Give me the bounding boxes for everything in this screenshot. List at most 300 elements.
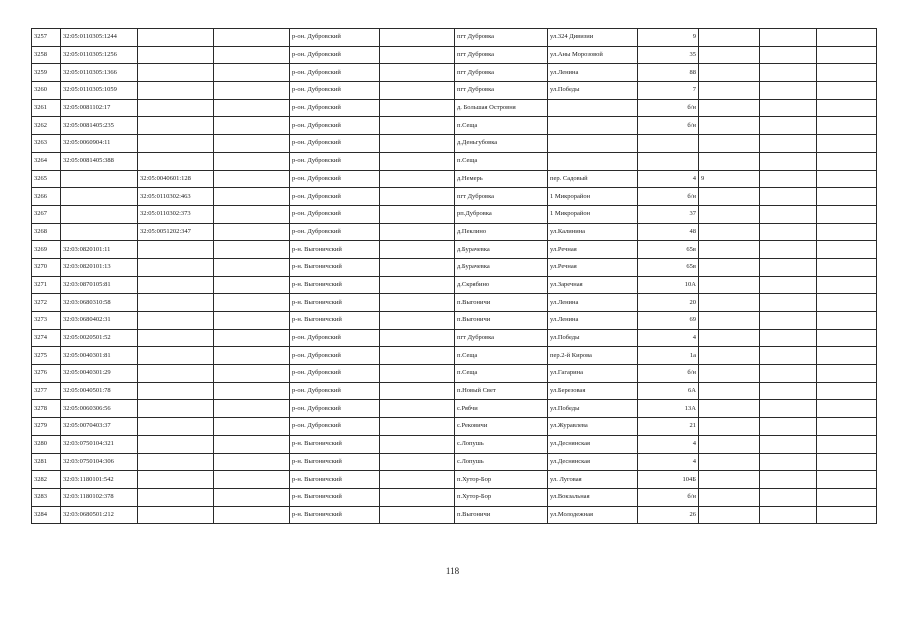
table-row (32, 46, 877, 64)
district-cell: р-он. Дубровский (290, 135, 380, 153)
cadastral-number-alt-cell (138, 382, 214, 400)
house-number-cell: 21 (638, 418, 699, 436)
empty-cell (760, 241, 817, 259)
street-cell: ул.Аны Морозовой (548, 46, 638, 64)
row-number-cell: 3270 (32, 258, 61, 276)
row-number-cell: 3278 (32, 400, 61, 418)
empty-cell (760, 170, 817, 188)
row-number-cell: 3267 (32, 205, 61, 223)
locality-cell: д.Скрябино (455, 276, 548, 294)
empty-cell (817, 400, 877, 418)
table-row (32, 418, 877, 436)
building-cell (699, 99, 760, 117)
empty-cell (817, 170, 877, 188)
empty-cell (380, 347, 455, 365)
house-number-cell: 35 (638, 46, 699, 64)
empty-cell (380, 135, 455, 153)
empty-cell (817, 382, 877, 400)
locality-cell: пгт Дубровка (455, 29, 548, 47)
table-row (32, 400, 877, 418)
street-cell: ул.Деснянская (548, 435, 638, 453)
table-row (32, 453, 877, 471)
cadastral-number-alt-cell (138, 435, 214, 453)
empty-cell (380, 506, 455, 524)
house-number-cell: 1а (638, 347, 699, 365)
building-cell (699, 117, 760, 135)
empty-cell (817, 29, 877, 47)
locality-cell: с.Лопушь (455, 435, 548, 453)
locality-cell: п.Сеща (455, 365, 548, 383)
empty-cell (760, 506, 817, 524)
table-row (32, 329, 877, 347)
cadastral-number-alt-cell (138, 29, 214, 47)
empty-cell (380, 188, 455, 206)
row-number-cell: 3282 (32, 471, 61, 489)
house-number-cell: 69 (638, 312, 699, 330)
registry-table (31, 28, 877, 524)
street-cell: ул.Ленина (548, 294, 638, 312)
street-cell: ул.Речная (548, 241, 638, 259)
empty-cell (380, 365, 455, 383)
empty-cell (760, 435, 817, 453)
empty-cell (214, 205, 290, 223)
building-cell (699, 329, 760, 347)
locality-cell: п.Выгоничи (455, 294, 548, 312)
cadastral-number-alt-cell (138, 329, 214, 347)
empty-cell (380, 64, 455, 82)
table-row (32, 365, 877, 383)
empty-cell (380, 488, 455, 506)
locality-cell: пгт Дубровка (455, 329, 548, 347)
building-cell (699, 418, 760, 436)
row-number-cell: 3262 (32, 117, 61, 135)
empty-cell (214, 241, 290, 259)
street-cell (548, 152, 638, 170)
table-row (32, 188, 877, 206)
empty-cell (817, 205, 877, 223)
locality-cell: с.Рековичи (455, 418, 548, 436)
empty-cell (817, 329, 877, 347)
district-cell: р-н. Выгоничский (290, 453, 380, 471)
house-number-cell: 9 (638, 29, 699, 47)
cadastral-number-alt-cell (138, 294, 214, 312)
street-cell: ул.Гагарина (548, 365, 638, 383)
street-cell: ул.Деснянская (548, 453, 638, 471)
locality-cell: с.Рябчи (455, 400, 548, 418)
table-row (32, 435, 877, 453)
empty-cell (214, 488, 290, 506)
cadastral-number-alt-cell (138, 453, 214, 471)
cadastral-number-alt-cell (138, 64, 214, 82)
empty-cell (817, 471, 877, 489)
locality-cell: п.Сеща (455, 347, 548, 365)
table-row (32, 82, 877, 100)
table-row (32, 223, 877, 241)
table-row (32, 347, 877, 365)
cadastral-number-alt-cell (138, 418, 214, 436)
street-cell: ул.Молодежная (548, 506, 638, 524)
row-number-cell: 3259 (32, 64, 61, 82)
table-row (32, 276, 877, 294)
building-cell (699, 382, 760, 400)
cadastral-number-cell: 32:05:0110305:1256 (61, 46, 138, 64)
building-cell (699, 294, 760, 312)
cadastral-number-alt-cell: 32:05:0040601:128 (138, 170, 214, 188)
house-number-cell: 4 (638, 435, 699, 453)
locality-cell: пгт Дубровка (455, 46, 548, 64)
building-cell (699, 365, 760, 383)
empty-cell (380, 82, 455, 100)
empty-cell (817, 64, 877, 82)
cadastral-number-alt-cell (138, 82, 214, 100)
street-cell (548, 117, 638, 135)
building-cell (699, 258, 760, 276)
table-row (32, 205, 877, 223)
locality-cell: п.Новый Свет (455, 382, 548, 400)
street-cell: ул.324 Дивизии (548, 29, 638, 47)
cadastral-number-cell: 32:05:0110305:1366 (61, 64, 138, 82)
cadastral-number-alt-cell (138, 46, 214, 64)
building-cell (699, 205, 760, 223)
cadastral-number-cell (61, 205, 138, 223)
house-number-cell: 37 (638, 205, 699, 223)
empty-cell (817, 418, 877, 436)
table-row (32, 258, 877, 276)
empty-cell (760, 223, 817, 241)
locality-cell: п.Хутор-Бор (455, 488, 548, 506)
street-cell: ул. Луговая (548, 471, 638, 489)
table-row (32, 241, 877, 259)
empty-cell (380, 418, 455, 436)
district-cell: р-н. Выгоничский (290, 241, 380, 259)
table-row (32, 294, 877, 312)
cadastral-number-cell (61, 170, 138, 188)
house-number-cell: 10А (638, 276, 699, 294)
street-cell: ул.Заречная (548, 276, 638, 294)
house-number-cell: 4 (638, 453, 699, 471)
cadastral-number-cell: 32:03:0820101:13 (61, 258, 138, 276)
empty-cell (760, 135, 817, 153)
cadastral-number-cell: 32:05:0081405:235 (61, 117, 138, 135)
district-cell: р-он. Дубровский (290, 365, 380, 383)
row-number-cell: 3258 (32, 46, 61, 64)
cadastral-number-cell: 32:03:0750104:321 (61, 435, 138, 453)
empty-cell (760, 347, 817, 365)
cadastral-number-alt-cell (138, 117, 214, 135)
building-cell (699, 471, 760, 489)
empty-cell (214, 382, 290, 400)
cadastral-number-cell: 32:05:0070403:37 (61, 418, 138, 436)
district-cell: р-он. Дубровский (290, 99, 380, 117)
building-cell (699, 64, 760, 82)
house-number-cell: 26 (638, 506, 699, 524)
cadastral-number-alt-cell (138, 99, 214, 117)
empty-cell (817, 453, 877, 471)
cadastral-number-alt-cell (138, 241, 214, 259)
locality-cell: д.Бурачевка (455, 241, 548, 259)
empty-cell (817, 117, 877, 135)
cadastral-number-alt-cell: 32:05:0051202:347 (138, 223, 214, 241)
cadastral-number-cell: 32:03:1180101:542 (61, 471, 138, 489)
empty-cell (380, 471, 455, 489)
table-row (32, 99, 877, 117)
cadastral-number-alt-cell (138, 365, 214, 383)
cadastral-number-alt-cell (138, 135, 214, 153)
street-cell: ул.Победы (548, 329, 638, 347)
empty-cell (760, 488, 817, 506)
street-cell: ул.Журавлева (548, 418, 638, 436)
table-row (32, 312, 877, 330)
empty-cell (214, 400, 290, 418)
row-number-cell: 3275 (32, 347, 61, 365)
empty-cell (214, 294, 290, 312)
empty-cell (214, 471, 290, 489)
locality-cell: пгт Дубровка (455, 188, 548, 206)
empty-cell (817, 241, 877, 259)
cadastral-number-alt-cell (138, 276, 214, 294)
locality-cell: п.Сеща (455, 117, 548, 135)
empty-cell (214, 46, 290, 64)
locality-cell: д.Немерь (455, 170, 548, 188)
empty-cell (760, 99, 817, 117)
house-number-cell: б/н (638, 99, 699, 117)
empty-cell (214, 453, 290, 471)
empty-cell (214, 276, 290, 294)
empty-cell (760, 46, 817, 64)
house-number-cell: б/н (638, 188, 699, 206)
empty-cell (817, 488, 877, 506)
street-cell: пер.2-й Кирова (548, 347, 638, 365)
empty-cell (214, 64, 290, 82)
empty-cell (760, 294, 817, 312)
district-cell: р-он. Дубровский (290, 347, 380, 365)
district-cell: р-он. Дубровский (290, 382, 380, 400)
empty-cell (817, 223, 877, 241)
street-cell: ул.Калинина (548, 223, 638, 241)
row-number-cell: 3276 (32, 365, 61, 383)
cadastral-number-cell (61, 223, 138, 241)
table-row (32, 135, 877, 153)
house-number-cell: б/н (638, 365, 699, 383)
building-cell (699, 488, 760, 506)
district-cell: р-он. Дубровский (290, 400, 380, 418)
empty-cell (760, 152, 817, 170)
table-row (32, 382, 877, 400)
district-cell: р-он. Дубровский (290, 29, 380, 47)
empty-cell (380, 152, 455, 170)
locality-cell: д.Бурачевка (455, 258, 548, 276)
locality-cell: с.Лопушь (455, 453, 548, 471)
empty-cell (760, 188, 817, 206)
row-number-cell: 3274 (32, 329, 61, 347)
building-cell (699, 347, 760, 365)
cadastral-number-alt-cell (138, 506, 214, 524)
cadastral-number-alt-cell (138, 471, 214, 489)
empty-cell (760, 258, 817, 276)
table-row (32, 488, 877, 506)
cadastral-number-cell: 32:05:0040301:29 (61, 365, 138, 383)
empty-cell (214, 312, 290, 330)
empty-cell (380, 453, 455, 471)
empty-cell (760, 312, 817, 330)
locality-cell: п.Сеща (455, 152, 548, 170)
cadastral-number-alt-cell (138, 347, 214, 365)
district-cell: р-он. Дубровский (290, 64, 380, 82)
district-cell: р-н. Выгоничский (290, 276, 380, 294)
row-number-cell: 3279 (32, 418, 61, 436)
empty-cell (817, 506, 877, 524)
house-number-cell: 20 (638, 294, 699, 312)
cadastral-number-cell: 32:03:0680501:212 (61, 506, 138, 524)
row-number-cell: 3271 (32, 276, 61, 294)
empty-cell (380, 276, 455, 294)
table-row (32, 29, 877, 47)
house-number-cell: 65в (638, 241, 699, 259)
building-cell (699, 312, 760, 330)
street-cell (548, 99, 638, 117)
house-number-cell: 4 (638, 329, 699, 347)
house-number-cell: 88 (638, 64, 699, 82)
cadastral-number-alt-cell (138, 312, 214, 330)
street-cell: ул.Речная (548, 258, 638, 276)
empty-cell (817, 152, 877, 170)
empty-cell (214, 258, 290, 276)
empty-cell (817, 46, 877, 64)
district-cell: р-он. Дубровский (290, 223, 380, 241)
table-body (32, 29, 877, 524)
row-number-cell: 3260 (32, 82, 61, 100)
empty-cell (380, 170, 455, 188)
house-number-cell: 104Б (638, 471, 699, 489)
house-number-cell: 4 (638, 170, 699, 188)
cadastral-number-cell: 32:03:0680402:31 (61, 312, 138, 330)
empty-cell (760, 400, 817, 418)
cadastral-number-cell: 32:05:0110305:1059 (61, 82, 138, 100)
cadastral-number-alt-cell: 32:05:0110302:463 (138, 188, 214, 206)
district-cell: р-н. Выгоничский (290, 312, 380, 330)
district-cell: р-он. Дубровский (290, 46, 380, 64)
empty-cell (817, 294, 877, 312)
building-cell (699, 46, 760, 64)
empty-cell (760, 117, 817, 135)
cadastral-number-cell (61, 188, 138, 206)
empty-cell (380, 382, 455, 400)
building-cell (699, 82, 760, 100)
empty-cell (380, 117, 455, 135)
row-number-cell: 3277 (32, 382, 61, 400)
building-cell (699, 276, 760, 294)
building-cell (699, 135, 760, 153)
locality-cell: пгт Дубровка (455, 82, 548, 100)
building-cell (699, 241, 760, 259)
empty-cell (380, 294, 455, 312)
empty-cell (214, 99, 290, 117)
empty-cell (380, 435, 455, 453)
cadastral-number-cell: 32:05:0060904:11 (61, 135, 138, 153)
empty-cell (380, 205, 455, 223)
building-cell (699, 453, 760, 471)
empty-cell (817, 258, 877, 276)
row-number-cell: 3284 (32, 506, 61, 524)
empty-cell (214, 82, 290, 100)
locality-cell: д.Пеклино (455, 223, 548, 241)
row-number-cell: 3266 (32, 188, 61, 206)
empty-cell (214, 152, 290, 170)
empty-cell (760, 276, 817, 294)
table-row (32, 506, 877, 524)
district-cell: р-он. Дубровский (290, 418, 380, 436)
district-cell: р-он. Дубровский (290, 152, 380, 170)
empty-cell (214, 418, 290, 436)
cadastral-number-cell: 32:03:0750104:306 (61, 453, 138, 471)
locality-cell: рп.Дубровка (455, 205, 548, 223)
street-cell: 1 Микрорайон (548, 205, 638, 223)
house-number-cell: б/н (638, 488, 699, 506)
empty-cell (214, 435, 290, 453)
empty-cell (214, 188, 290, 206)
building-cell (699, 435, 760, 453)
district-cell: р-он. Дубровский (290, 117, 380, 135)
row-number-cell: 3280 (32, 435, 61, 453)
empty-cell (214, 170, 290, 188)
table-row (32, 471, 877, 489)
building-cell: 9 (699, 170, 760, 188)
empty-cell (380, 46, 455, 64)
empty-cell (760, 471, 817, 489)
row-number-cell: 3265 (32, 170, 61, 188)
house-number-cell (638, 152, 699, 170)
empty-cell (214, 365, 290, 383)
empty-cell (760, 64, 817, 82)
house-number-cell: 6А (638, 382, 699, 400)
empty-cell (817, 365, 877, 383)
locality-cell: п.Хутор-Бор (455, 471, 548, 489)
page-number: 118 (445, 566, 460, 576)
locality-cell: д. Большая Островня (455, 99, 548, 117)
district-cell: р-он. Дубровский (290, 82, 380, 100)
cadastral-number-alt-cell (138, 258, 214, 276)
cadastral-number-alt-cell: 32:05:0110302:373 (138, 205, 214, 223)
empty-cell (380, 312, 455, 330)
district-cell: р-он. Дубровский (290, 170, 380, 188)
street-cell: пер. Садовый (548, 170, 638, 188)
district-cell: р-н. Выгоничский (290, 506, 380, 524)
locality-cell: д.Деньгубовка (455, 135, 548, 153)
cadastral-number-cell: 32:03:0680310:58 (61, 294, 138, 312)
empty-cell (817, 435, 877, 453)
cadastral-number-cell: 32:03:0820101:11 (61, 241, 138, 259)
table-row (32, 64, 877, 82)
district-cell: р-н. Выгоничский (290, 258, 380, 276)
district-cell: р-н. Выгоничский (290, 294, 380, 312)
empty-cell (817, 188, 877, 206)
building-cell (699, 188, 760, 206)
empty-cell (214, 117, 290, 135)
empty-cell (214, 347, 290, 365)
row-number-cell: 3283 (32, 488, 61, 506)
empty-cell (214, 135, 290, 153)
building-cell (699, 223, 760, 241)
cadastral-number-cell: 32:03:0870105:81 (61, 276, 138, 294)
empty-cell (760, 205, 817, 223)
empty-cell (380, 400, 455, 418)
street-cell: ул.Вокзальная (548, 488, 638, 506)
cadastral-number-cell: 32:05:0020501:52 (61, 329, 138, 347)
district-cell: р-он. Дубровский (290, 205, 380, 223)
row-number-cell: 3264 (32, 152, 61, 170)
empty-cell (380, 258, 455, 276)
empty-cell (817, 312, 877, 330)
